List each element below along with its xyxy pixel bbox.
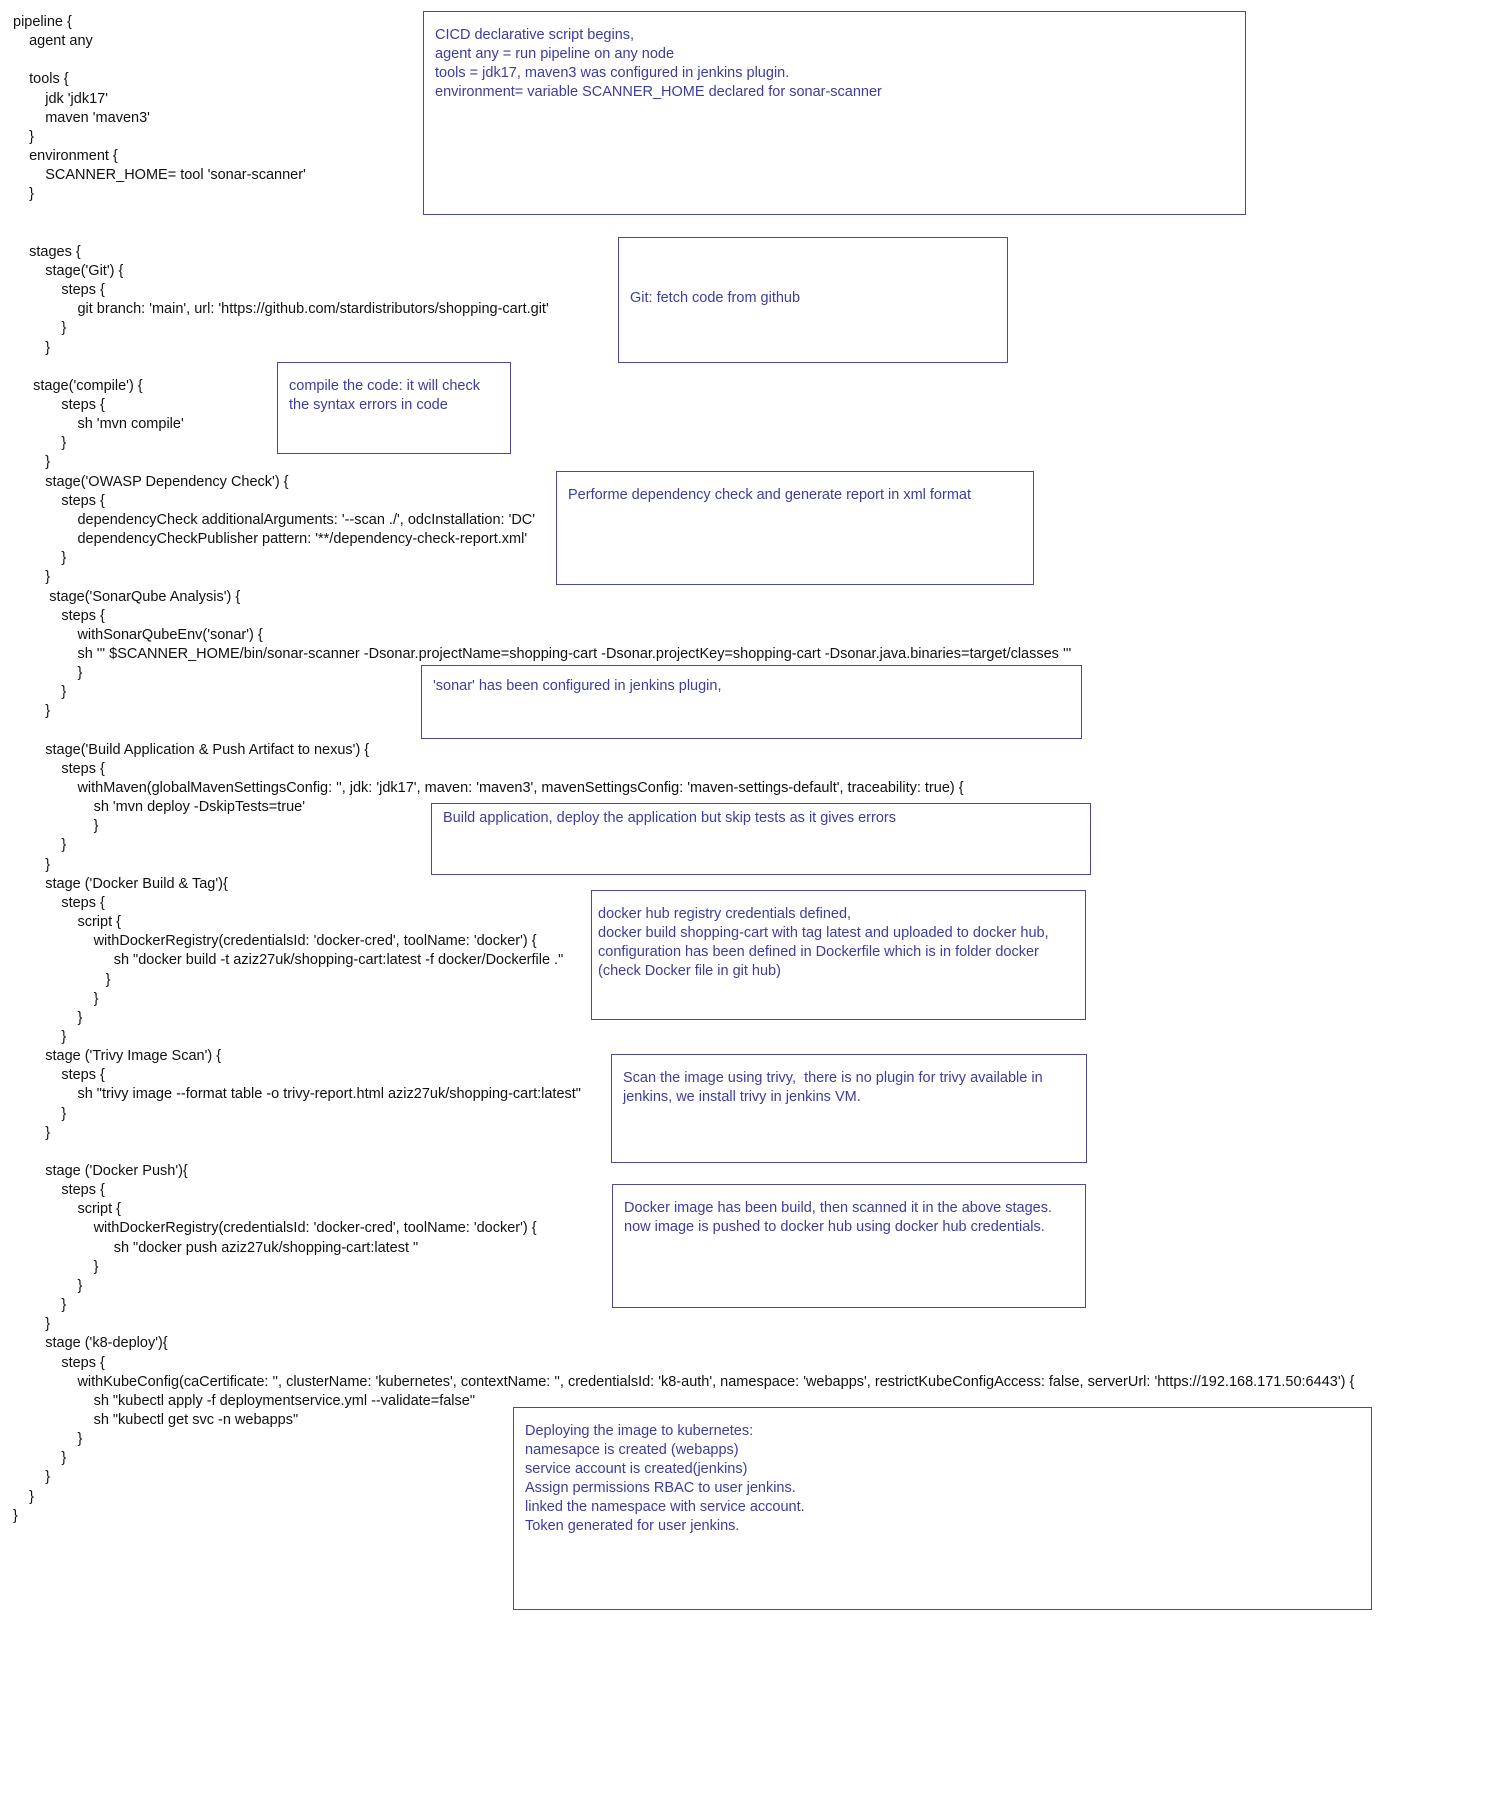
note-owasp [556,471,1034,585]
code-line: } [13,186,34,203]
code-line: steps { [13,1354,105,1371]
code-line: } [13,971,111,988]
code-line: } [13,128,34,145]
note-text [525,1422,1363,1536]
code-line: } [13,550,67,567]
code-line: sh "kubectl apply -f deploymentservice.yml --validate=false" [13,1392,475,1409]
code-line: steps { [13,492,105,509]
code-line: steps { [13,607,105,624]
note-line: jenkins, we install trivy in jenkins VM. [623,1089,861,1105]
code-line: } [13,1028,67,1045]
code-line: stage ('Docker Push'){ [13,1163,188,1179]
note-trivy [611,1054,1087,1163]
note-docker-push [612,1184,1086,1308]
note-k8-deploy [513,1407,1372,1610]
note-text [624,1199,1077,1237]
note-text [289,377,502,415]
code-line: } [13,1488,34,1505]
code-line: steps { [13,1182,105,1199]
note-line: namesapce is created (webapps) [525,1442,739,1458]
code-line: withDockerRegistry(credentialsId: 'docker-cred', toolName: 'docker') { [13,933,537,950]
note-compile [277,362,511,454]
code-line: agent any [13,33,93,50]
note-sonar [421,665,1082,739]
code-line: } [13,837,67,854]
note-text [630,289,999,308]
code-line: stage('OWASP Dependency Check') { [13,473,289,490]
code-line: sh "trivy image --format table -o trivy-report.html aziz27uk/shopping-cart:latest" [13,1086,581,1103]
note-docker-build [591,890,1086,1020]
code-line: } [13,1431,83,1448]
note-git [618,237,1008,363]
note-line: linked the namespace with service account. [525,1499,805,1515]
code-line: withDockerRegistry(credentialsId: 'docker-cred', toolName: 'docker') { [13,1220,537,1237]
code-line: steps { [13,397,105,413]
code-line: } [13,320,67,337]
code-line: } [13,1297,67,1313]
code-line: jdk 'jdk17' [13,90,108,107]
code-line: stage('compile') { [13,377,143,394]
note-line: the syntax errors in code [289,397,448,413]
note-line: 'sonar' has been configured in jenkins plugin, [433,678,722,694]
code-line: } [13,435,67,452]
code-line: } [13,1105,67,1122]
code-line: } [13,703,51,720]
code-line: git branch: 'main', url: 'https://github.com/stardistributors/shopping-cart.git' [13,301,549,318]
code-line: } [13,665,83,682]
code-line: } [13,1450,67,1467]
code-line: stage('Git') { [13,262,124,279]
note-line: Token generated for user jenkins. [525,1518,740,1534]
note-line: now image is pushed to docker hub using docker hub credentials. [624,1219,1045,1235]
note-line: configuration has been defined in Dockerfile which is in folder docker [598,944,1039,960]
code-line: } [13,990,99,1007]
note-line: agent any = run pipeline on any node [435,46,675,62]
code-line: } [13,339,51,356]
note-text [598,905,1077,981]
note-line: docker hub registry credentials defined, [598,906,852,922]
code-line: } [13,1316,51,1333]
code-line: sh 'mvn compile' [13,416,184,433]
note-text [433,677,1073,696]
note-line: Deploying the image to kubernetes: [525,1423,754,1439]
code-line: script { [13,1201,121,1218]
code-line: stages { [13,243,81,260]
code-line: steps { [13,1067,105,1084]
code-line: withKubeConfig(caCertificate: '', clusterName: 'kubernetes', contextName: '', credentialsId: 'k8-auth', namespace: 'webapps', restrictKubeConfigAccess: false, serverUrl: 'https://192.168.171.50:6443') { [13,1373,1355,1390]
code-line: } [13,1009,83,1026]
note-line: docker build shopping-cart with tag latest and uploaded to docker hub, [598,925,1049,941]
note-line: tools = jdk17, maven3 was configured in jenkins plugin. [435,65,790,81]
note-text [568,486,1025,505]
code-line: tools { [13,71,69,88]
note-line: Performe dependency check and generate report in xml format [568,487,971,503]
code-line: SCANNER_HOME= tool 'sonar-scanner' [13,167,306,184]
note-line: CICD declarative script begins, [435,27,635,43]
code-line: dependencyCheckPublisher pattern: '**/dependency-check-report.xml' [13,531,528,547]
code-line: } [13,1469,51,1486]
code-line: stage ('Trivy Image Scan') { [13,1048,222,1065]
code-line: } [13,684,67,701]
code-line: } [13,1277,83,1294]
code-line: } [13,1258,99,1275]
code-line: script { [13,914,121,930]
note-line: compile the code: it will check [289,378,480,394]
code-line: sh 'mvn deploy -DskipTests=true' [13,799,306,816]
note-line: Build application, deploy the application but skip tests as it gives errors [443,810,896,826]
code-line: steps { [13,894,105,911]
code-line: sh "kubectl get svc -n webapps" [13,1411,299,1428]
code-line: sh "docker build -t aziz27uk/shopping-cart:latest -f docker/Dockerfile ." [13,952,564,969]
code-line: stage('SonarQube Analysis') { [13,588,241,605]
code-line: } [13,1507,18,1524]
code-line: sh "docker push aziz27uk/shopping-cart:latest " [13,1239,419,1256]
code-line: withMaven(globalMavenSettingsConfig: '', jdk: 'jdk17', maven: 'maven3', mavenSettingsConfig: 'maven-settings-default', traceability: true) { [13,780,964,796]
code-line: sh ''' $SCANNER_HOME/bin/sonar-scanner -Dsonar.projectName=shopping-cart -Dsonar.projectKey=shopping-cart -Dsonar.java.binaries=target/classes ''' [13,645,1072,662]
code-line: steps { [13,760,105,777]
code-line: maven 'maven3' [13,109,150,126]
code-line: pipeline { [13,14,72,30]
code-line: } [13,454,51,471]
note-line: Git: fetch code from github [630,290,801,306]
note-line: Docker image has been build, then scanned it in the above stages. [624,1200,1053,1216]
note-line: Scan the image using trivy, there is no plugin for trivy available in [623,1070,1043,1086]
note-build [431,803,1091,875]
note-cicd-intro [423,11,1246,215]
code-line: } [13,1124,51,1141]
code-line: } [13,818,99,835]
note-text [623,1069,1078,1107]
code-line: stage ('Docker Build & Tag'){ [13,875,228,892]
code-line: } [13,569,51,586]
note-line: service account is created(jenkins) [525,1461,748,1477]
code-line: withSonarQubeEnv('sonar') { [13,626,263,643]
code-line: steps { [13,282,105,299]
note-line: Assign permissions RBAC to user jenkins. [525,1480,796,1496]
code-line: environment { [13,148,118,164]
note-line: (check Docker file in git hub) [598,963,781,979]
code-line: } [13,856,51,873]
note-text [443,809,1082,828]
code-line: dependencyCheck additionalArguments: '--scan ./', odcInstallation: 'DC' [13,511,536,528]
code-line: stage ('k8-deploy'){ [13,1335,168,1352]
note-line: environment= variable SCANNER_HOME declared for sonar-scanner [435,84,882,100]
note-text [435,26,1237,102]
code-line: stage('Build Application & Push Artifact to nexus') { [13,741,370,758]
